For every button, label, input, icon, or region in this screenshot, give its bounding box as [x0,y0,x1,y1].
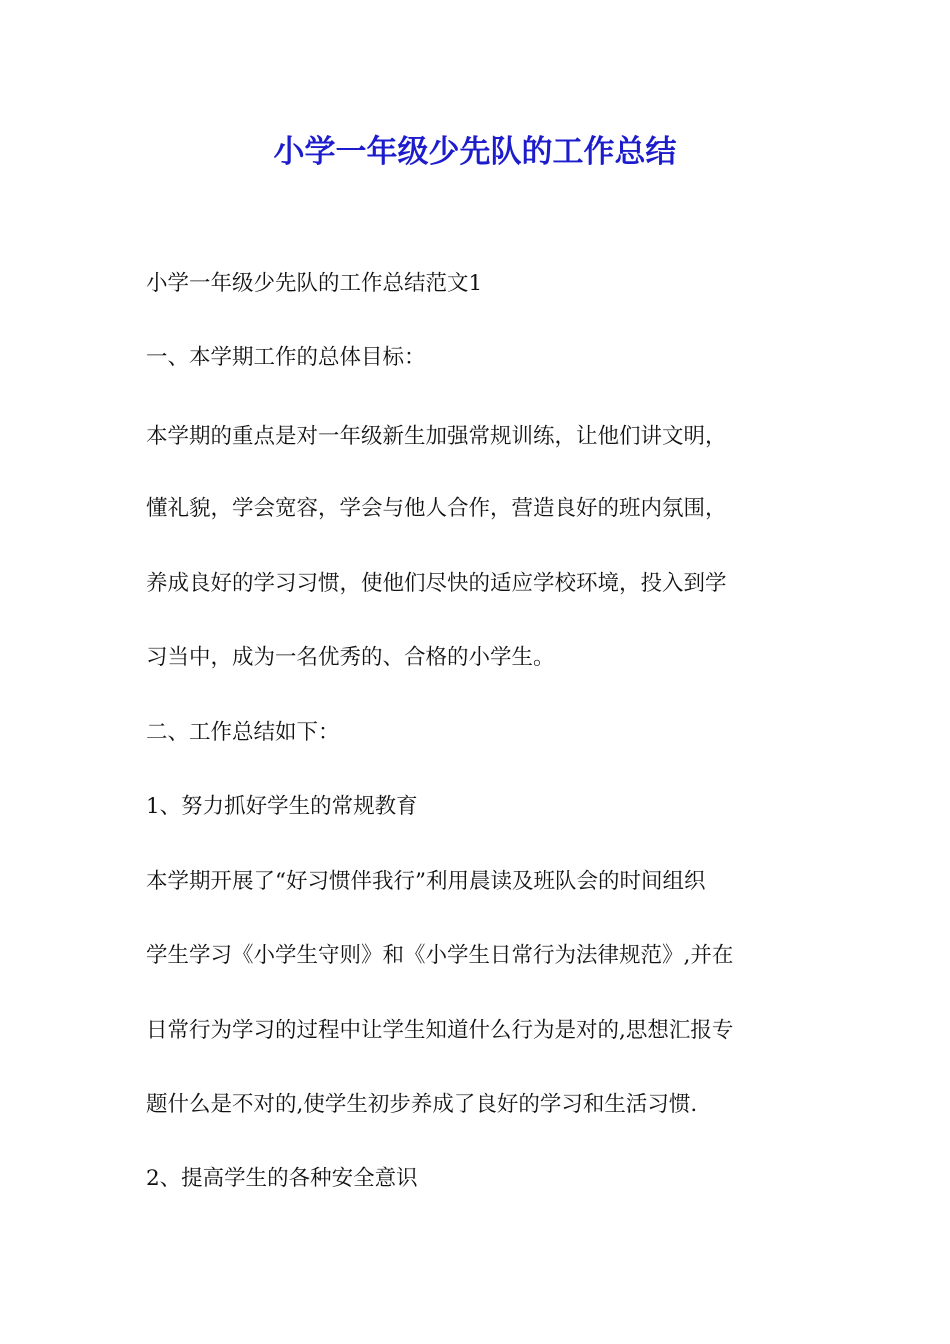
section-heading-summary: 二、工作总结如下： [146,720,340,745]
paragraph-line: 题什么是不对的,使学生初步养成了良好的学习和生活习惯. [146,1092,698,1117]
paragraph-line: 习当中，成为一名优秀的、合格的小学生。 [146,645,555,670]
paragraph-line: 懂礼貌，学会宽容，学会与他人合作，营造良好的班内氛围， [146,496,727,521]
subheading-safety-awareness: 2、提高学生的各种安全意识 [146,1166,418,1191]
paragraph-line: 日常行为学习的过程中让学生知道什么行为是对的,思想汇报专 [146,1018,734,1043]
paragraph-line: 本学期开展了“好习惯伴我行”利用晨读及班队会的时间组织 [146,869,706,894]
paragraph-line: 养成良好的学习习惯，使他们尽快的适应学校环境，投入到学 [146,571,727,596]
paragraph-line: 本学期的重点是对一年级新生加强常规训练，让他们讲文明， [146,424,727,449]
document-title: 小学一年级少先队的工作总结 [273,134,677,170]
section-heading-goal: 一、本学期工作的总体目标： [146,345,426,370]
section-heading-fanwen: 小学一年级少先队的工作总结范文1 [146,271,483,296]
paragraph-line: 学生学习《小学生守则》和《小学生日常行为法律规范》,并在 [146,943,734,968]
subheading-routine-education: 1、努力抓好学生的常规教育 [146,794,418,819]
